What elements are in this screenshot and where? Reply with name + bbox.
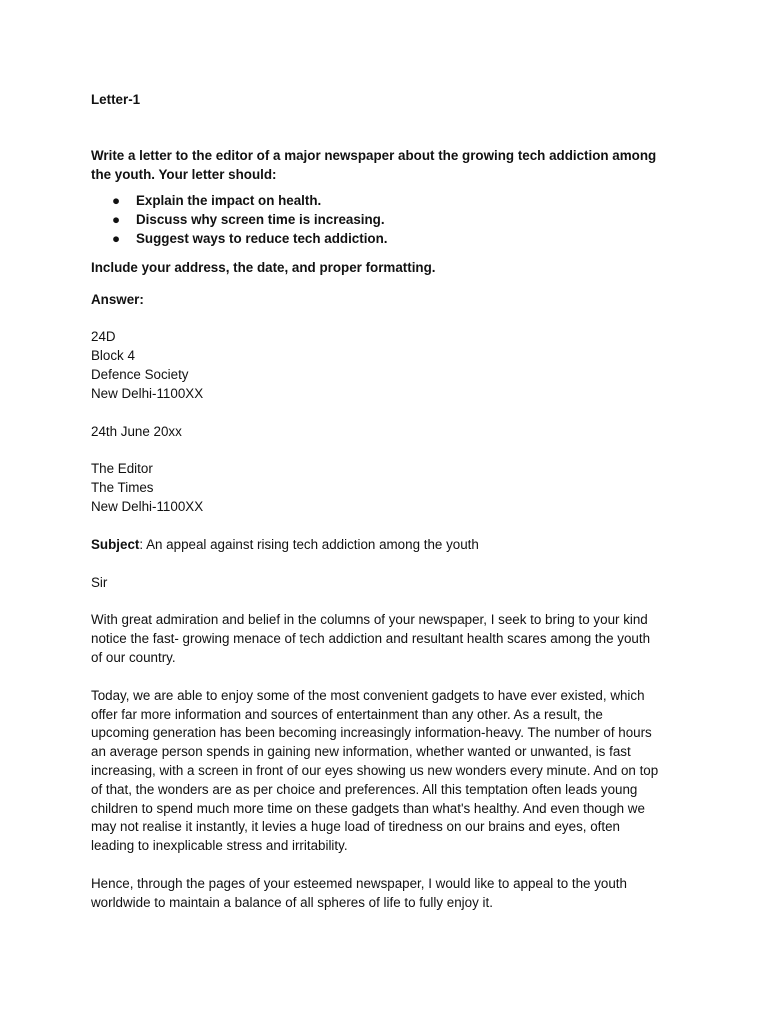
paragraph-line: an average person spends in gaining new information, whether wanted or unwanted, is fast: [91, 744, 631, 760]
paragraph-line: may not realise it instantly, it levies a huge load of tiredness on our brains and eyes, often: [91, 819, 620, 835]
document-page: [91, 91, 691, 913]
paragraph-line: worldwide to maintain a balance of all spheres of life to fully enjoy it.: [91, 894, 493, 910]
recipient-address: [91, 460, 691, 516]
paragraph-3: [91, 875, 691, 913]
instructions: Include your address, the date, and proper formatting.: [91, 259, 436, 275]
address-line: Block 4: [91, 348, 135, 364]
address-line: New Delhi-1100XX: [91, 498, 204, 514]
paragraph-line: offer far more information and sources of entertainment than any other. As a result, the: [91, 706, 603, 722]
address-line: New Delhi-1100XX: [91, 385, 204, 401]
paragraph-line: Hence, through the pages of your esteemed newspaper, I would like to appeal to the youth: [91, 875, 627, 891]
letter-date: 24th June 20xx: [91, 423, 182, 439]
paragraph-line: of our country.: [91, 649, 176, 665]
address-line: The Editor: [91, 461, 153, 477]
list-item: [91, 230, 691, 249]
paragraph-line: increasing, with a screen in front of our eyes showing us new wonders every minute. And on top: [91, 762, 659, 778]
question-prompt: [91, 147, 691, 185]
prompt-line: the youth. Your letter should:: [91, 166, 277, 182]
requirements-list: [91, 192, 691, 248]
address-line: The Times: [91, 480, 154, 496]
paragraph-line: leading to inexplicable stress and irritability.: [91, 838, 348, 854]
paragraph-line: children to spend much more time on these gadgets than what's healthy. And even though we: [91, 800, 645, 816]
paragraph-1: [91, 611, 691, 667]
letter-title: Letter-1: [91, 92, 141, 107]
paragraph-line: notice the fast- growing menace of tech addiction and resultant health scares among the youth: [91, 631, 651, 647]
subject-line: [91, 536, 691, 555]
answer-label: Answer:: [91, 291, 144, 307]
paragraph-line: With great admiration and belief in the columns of your newspaper, I seek to bring to your kind: [91, 612, 648, 628]
subject-text: : An appeal against rising tech addiction among the youth: [139, 536, 479, 552]
sender-address: [91, 328, 691, 403]
list-item-text: Explain the impact on health.: [136, 193, 322, 209]
paragraph-line: of that, the wonders are as per choice and preferences. All this temptation often leads young: [91, 781, 638, 797]
list-item-text: Suggest ways to reduce tech addiction.: [136, 230, 388, 246]
salutation: Sir: [91, 574, 108, 590]
list-item: [91, 192, 691, 211]
list-item-text: Discuss why screen time is increasing.: [136, 212, 385, 228]
prompt-line: Write a letter to the editor of a major newspaper about the growing tech addiction among: [91, 147, 657, 163]
paragraph-line: upcoming generation has been becoming increasingly information-heavy. The number of hours: [91, 725, 652, 741]
bullet-icon: ●: [112, 193, 121, 209]
subject-label: Subject: [91, 536, 140, 552]
paragraph-line: Today, we are able to enjoy some of the most convenient gadgets to have ever existed, which: [91, 687, 645, 703]
address-line: 24D: [91, 329, 116, 345]
bullet-icon: ●: [112, 230, 121, 246]
bullet-icon: ●: [112, 212, 121, 228]
paragraph-2: [91, 687, 691, 856]
list-item: [91, 211, 691, 230]
address-line: Defence Society: [91, 366, 189, 382]
